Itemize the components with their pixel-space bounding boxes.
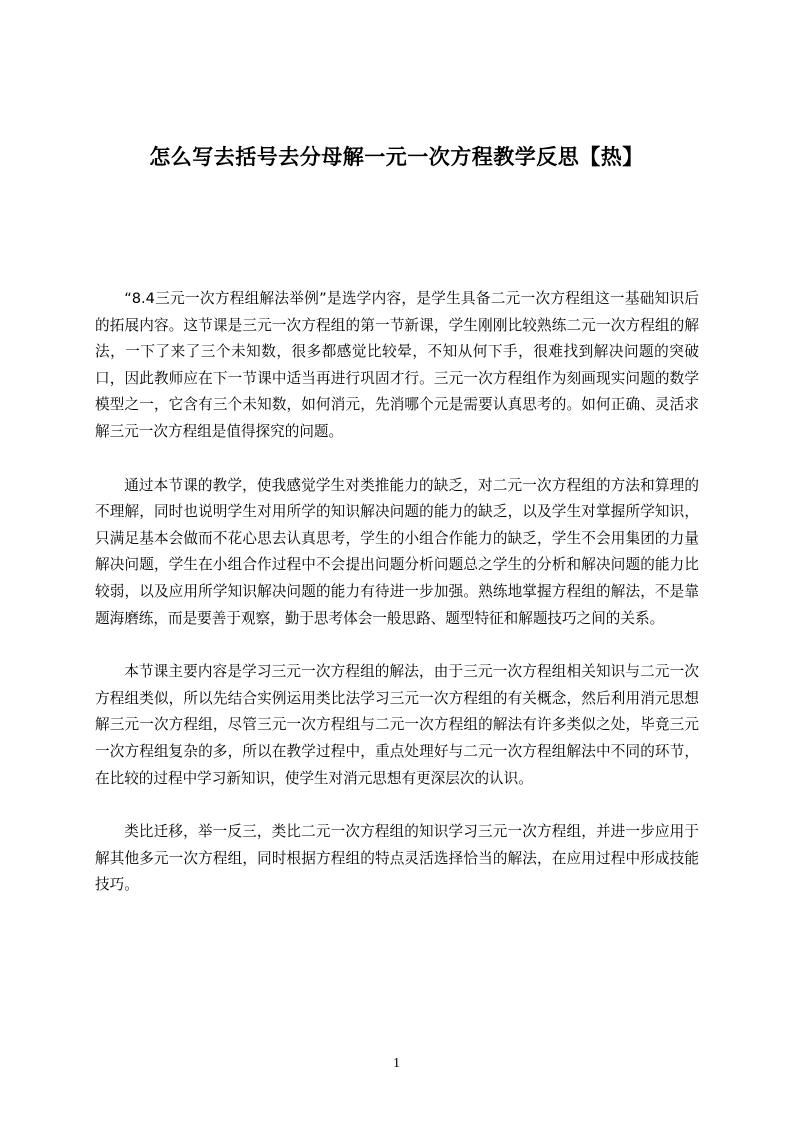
paragraph-2: 通过本节课的教学，使我感觉学生对类推能力的缺乏，对二元一次方程组的方法和算理的不理解，同时也说明学生对用所学的知识解决问题的能力的缺乏，以及学生对掌握所学知识，只满足基本会做而不花心思去认真思考，学生的小组合作能力的缺乏，学生不会用集团的力量解决问题，学生在小组合作过程中不会提出问题分析问题总之学生的分析和解决问题的能力比较弱，以及应用所学知识解决问题的能力有待进一步加强。熟练地掌握方程组的解法，不是靠题海磨练，而是要善于观察，勤于思考体会一般思路、题型特征和解题技巧之间的关系。 — [95, 476, 699, 627]
document-title: 怎么写去括号去分母解一元一次方程教学反思【热】 — [149, 145, 644, 169]
document-body — [95, 286, 699, 926]
paragraph-3: 本节课主要内容是学习三元一次方程组的解法，由于三元一次方程组相关知识与二元一次方程组类似，所以先结合实例运用类比法学习三元一次方程组的有关概念，然后利用消元思想解三元一次方程组，尽管三元一次方程组与二元一次方程组的解法有许多类似之处，毕竟三元一次方程组复杂的多，所以在教学过程中，重点处理好与二元一次方程组解法中不同的环节，在比较的过程中学习新知识，使学生对消元思想有更深层次的认识。 — [95, 663, 699, 787]
paragraph-1: “8.4三元一次方程组解法举例”是选学内容，是学生具备二元一次方程组这一基础知识后的拓展内容。这节课是三元一次方程组的第一节新课，学生刚刚比较熟练二元一次方程组的解法，一下了来了三个未知数，很多都感觉比较晕，不知从何下手，很难找到解决问题的突破口，因此教师应在下一节课中适当再进行巩固才行。三元一次方程组作为刻画现实问题的数学模型之一，它含有三个未知数，如何消元，先消哪个元是需要认真思考的。如何正确、灵活求解三元一次方程组是值得探究的问题。 — [95, 290, 699, 440]
page-number: 1 — [393, 1056, 400, 1071]
paragraph-4: 类比迁移，举一反三，类比二元一次方程组的知识学习三元一次方程组，并进一步应用于解其他多元一次方程组，同时根据方程组的特点灵活选择恰当的解法，在应用过程中形成技能技巧。 — [95, 823, 699, 894]
